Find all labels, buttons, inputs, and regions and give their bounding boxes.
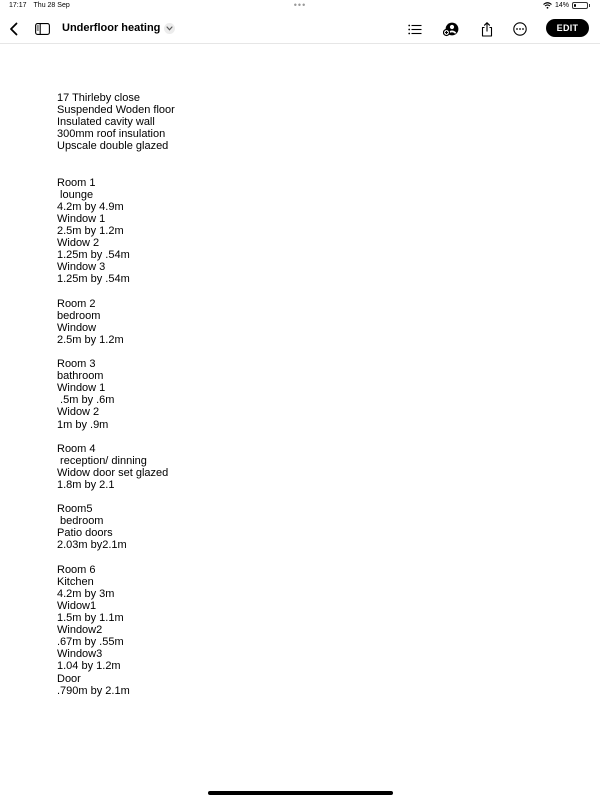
document-line: Window bbox=[57, 321, 97, 334]
document-line: 300mm roof insulation bbox=[57, 128, 166, 141]
status-right bbox=[543, 2, 588, 9]
document-title[interactable] bbox=[62, 22, 175, 34]
document-line: Door bbox=[57, 672, 81, 685]
document-line: 1m by .9m bbox=[57, 418, 109, 431]
chevron-down-icon[interactable] bbox=[164, 23, 175, 34]
document-line: Widow1 bbox=[57, 599, 97, 612]
document-line: Room 3 bbox=[57, 358, 96, 371]
toolbar bbox=[0, 14, 600, 44]
status-time: 17:17 bbox=[9, 2, 27, 9]
collaborate-icon[interactable] bbox=[442, 20, 460, 38]
document-line: 1.04 by 1.2m bbox=[57, 660, 121, 673]
document-line: Window 1 bbox=[57, 382, 106, 395]
document-line: bedroom bbox=[57, 515, 104, 528]
document-line: Widow 2 bbox=[57, 406, 100, 419]
document-line: bathroom bbox=[57, 370, 104, 383]
document-line: Room5 bbox=[57, 503, 93, 516]
document-line: 17 Thirleby close bbox=[57, 92, 140, 104]
document-line: 4.2m by 3m bbox=[57, 587, 115, 600]
document-line: Window 1 bbox=[57, 212, 106, 225]
document-line: Window2 bbox=[57, 624, 103, 637]
document-line: 1.5m by 1.1m bbox=[57, 612, 124, 625]
document-line: Window 3 bbox=[57, 261, 106, 274]
document-line: .67m by .55m bbox=[57, 636, 124, 649]
sidebar-icon[interactable] bbox=[34, 21, 50, 37]
wifi-icon bbox=[543, 2, 552, 9]
document-line: Widow door set glazed bbox=[57, 466, 169, 479]
document-line: .5m by .6m bbox=[57, 394, 115, 407]
document-body[interactable] bbox=[57, 92, 557, 697]
document-title-label: Underfloor heating bbox=[62, 22, 161, 34]
chevron-left-icon[interactable] bbox=[6, 20, 22, 38]
blank-line bbox=[57, 152, 557, 164]
document-line: 2.5m by 1.2m bbox=[57, 333, 124, 346]
status-date: Thu 28 Sep bbox=[33, 2, 70, 9]
document-line: Patio doors bbox=[57, 527, 113, 540]
document-line: .790m by 2.1m bbox=[57, 684, 130, 697]
document-line: Insulated cavity wall bbox=[57, 116, 155, 129]
document-line: Room 6 bbox=[57, 563, 96, 576]
blank-line bbox=[57, 346, 557, 358]
document-line: 2.5m by 1.2m bbox=[57, 225, 124, 238]
document-line: Widow 2 bbox=[57, 237, 100, 250]
document-line: Kitchen bbox=[57, 575, 94, 588]
document-line: Window3 bbox=[57, 648, 103, 661]
document-line: 1.8m by 2.1 bbox=[57, 479, 115, 491]
document-line: 1.25m by .54m bbox=[57, 249, 130, 262]
document-line: Room 1 bbox=[57, 176, 96, 189]
document-line: Room 4 bbox=[57, 442, 96, 455]
blank-line bbox=[57, 491, 557, 503]
blank-line bbox=[57, 552, 557, 564]
document-line: 2.03m by2.1m bbox=[57, 539, 127, 552]
blank-line bbox=[57, 431, 557, 443]
battery-icon bbox=[572, 2, 588, 9]
status-bar bbox=[0, 0, 600, 14]
document-line: Room 2 bbox=[57, 297, 96, 310]
document-line: reception/ dinning bbox=[57, 454, 147, 467]
list-icon[interactable] bbox=[406, 20, 424, 38]
edit-button[interactable]: EDIT bbox=[546, 19, 589, 37]
document-line: 4.2m by 4.9m bbox=[57, 200, 124, 213]
battery-percent: 14% bbox=[554, 2, 569, 9]
share-icon[interactable] bbox=[478, 20, 496, 38]
home-indicator[interactable] bbox=[208, 791, 393, 795]
multitasking-dots[interactable]: ••• bbox=[293, 0, 307, 10]
document-line: lounge bbox=[57, 188, 94, 201]
document-line: 1.25m by .54m bbox=[57, 273, 130, 286]
more-icon[interactable] bbox=[511, 20, 529, 38]
document-line: bedroom bbox=[57, 309, 101, 322]
document-line: Suspended Woden floor bbox=[57, 104, 175, 117]
blank-line bbox=[57, 165, 557, 177]
document-line: Upscale double glazed bbox=[57, 140, 169, 153]
blank-line bbox=[57, 286, 557, 298]
